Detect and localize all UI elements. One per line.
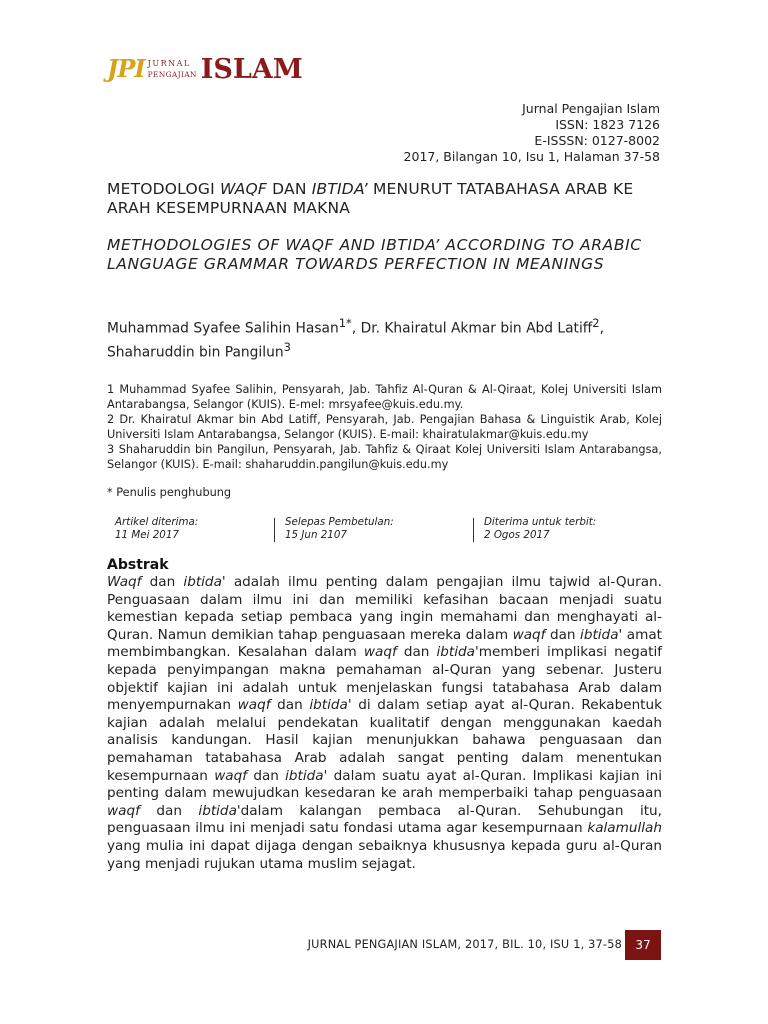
abstract-text: dan: [545, 626, 581, 643]
abstract-text: dan: [270, 697, 310, 714]
received-date: [115, 516, 198, 541]
abstract-text: dan: [396, 644, 437, 661]
affiliations: [107, 382, 662, 472]
abstract-text: dan: [141, 574, 184, 590]
issn: ISSN: 1823 7126: [555, 117, 660, 132]
accepted-label: Diterima untuk terbit:: [484, 516, 597, 528]
logo-mark: JPI: [107, 54, 145, 83]
running-footer: JURNAL PENGAJIAN ISLAM, 2017, BIL. 10, ISU 1, 37-58: [307, 938, 622, 951]
term-italic: ibtida': [309, 697, 352, 714]
author-3-sup: 3: [283, 339, 291, 354]
term-italic: waqf: [512, 626, 546, 643]
accepted-date: [484, 516, 596, 541]
term-italic: ibtida': [198, 802, 241, 819]
abstract-text: yang mulia ini dapat dijaga dengan sebaiknya khususnya kepada guru al-Quran yang menjadi rujukan utama muslim sejagat.: [107, 837, 662, 872]
corresponding-note: * Penulis penghubung: [107, 486, 232, 499]
term-italic: ibtida': [183, 574, 226, 590]
abstract-text: dan: [247, 767, 286, 784]
abstract-text: dalam kalangan pembaca al-Quran. Sehubungan itu, penguasaan ilmu ini menjadi satu fondasi utama agar kesempurnaan: [107, 802, 662, 837]
logo-small-text: [148, 60, 197, 79]
abstract-text: dan: [139, 802, 199, 819]
issue-info: 2017, Bilangan 10, Isu 1, Halaman 37-58: [403, 149, 660, 164]
revised-date: [285, 516, 394, 541]
date-divider: [274, 518, 275, 542]
abstract-body: [107, 574, 662, 873]
term-italic: waqf: [237, 697, 271, 714]
term-italic: waqf: [214, 767, 248, 784]
author-2: , Dr. Khairatul Akmar bin Abd Latiff: [351, 320, 593, 337]
author-1-sup: 1*: [338, 316, 352, 330]
journal-meta: [404, 101, 660, 165]
term-italic: waqf: [107, 802, 140, 819]
page-number: 37: [625, 930, 661, 960]
received-value: 11 Mei 2017: [115, 528, 179, 541]
term-italic: Waqf: [107, 574, 142, 590]
abstract-heading: Abstrak: [107, 557, 169, 573]
e-issn: E-ISSSN: 0127-8002: [534, 133, 660, 148]
term-italic: waqf: [363, 644, 397, 661]
term-italic: ibtida': [285, 767, 328, 784]
abstract-text: amat membimbangkan. Kesalahan dalam: [107, 626, 663, 661]
abstract-text: dalam suatu ayat al-Quran. Implikasi kajian ini penting dalam mewujudkan kesedaran ke arah memperbaiki tahap penguasaan: [107, 767, 662, 802]
journal-logo: [107, 52, 303, 86]
revised-value: 15 Jun 2107: [285, 528, 347, 541]
author-1: Muhammad Syafee Salihin Hasan: [107, 320, 339, 337]
title-ms-part: MENURUT TATABAHASA ARAB KE ARAH KESEMPURNAAN MAKNA: [107, 180, 634, 217]
abstract-text: di dalam setiap ayat al-Quran. Rekabentuk kajian adalah melalui pendekatan kualitatif dengan menggunakan kaedah analisis kandungan. Hasil kajian menunjukkan bahawa penguasaan dan pemahaman tatabahasa Arab adalah sangat penting dalam menentukan kesempurnaan: [107, 697, 663, 784]
author-2-sup: 2: [592, 316, 600, 330]
term-italic: ibtida': [580, 626, 623, 643]
term-italic: kalamullah: [587, 820, 662, 837]
affiliation-3: 3 Shaharuddin bin Pangilun, Pensyarah, Jab. Tahfiz & Qiraat Kolej Universiti Islam Antarabangsa, Selangor (KUIS). E-mail: shaharuddin.pangilun@kuis.edu.my: [107, 443, 662, 471]
title-ms-ibtida: IBTIDA’: [311, 180, 368, 198]
revised-label: Selepas Pembetulan:: [285, 516, 394, 528]
term-italic: ibtida': [436, 644, 479, 661]
author-list: [107, 314, 663, 361]
title-ms-waqf: WAQF: [219, 180, 268, 198]
affiliation-1: 1 Muhammad Syafee Salihin, Pensyarah, Jab. Tahfiz Al-Quran & Al-Qiraat, Kolej Universiti Islam Antarabangsa, Selangor (KUIS). E-mel: mrsyafee@kuis.edu.my.: [107, 383, 662, 411]
author-3: , Shaharuddin bin Pangilun: [107, 320, 605, 361]
date-divider: [473, 518, 474, 542]
logo-word-pengajian: PENGAJIAN: [147, 69, 197, 79]
abstract-text: memberi implikasi negatif kepada penyimpangan makna pemahaman al-Quran yang sebenar. Justeru objektif kajian ini adalah untuk menjelaskan fungsi tatabahasa Arab dalam menyempurnakan: [107, 644, 663, 714]
article-dates: [107, 516, 662, 542]
logo-word-jurnal: JURNAL: [147, 58, 191, 68]
title-english: METHODOLOGIES OF WAQF AND IBTIDA’ ACCORDING TO ARABIC LANGUAGE GRAMMAR TOWARDS PERFECTION IN MEANINGS: [107, 236, 642, 273]
accepted-value: 2 Ogos 2017: [484, 528, 550, 541]
affiliation-2: 2 Dr. Khairatul Akmar bin Abd Latiff, Pensyarah, Jab. Pengajian Bahasa & Linguistik Arab, Kolej Universiti Islam Antarabangsa, Selangor (KUIS). E-mail: khairatulakmar@kuis.edu.my: [107, 413, 662, 441]
journal-name: Jurnal Pengajian Islam: [522, 101, 660, 116]
received-label: Artikel diterima:: [115, 516, 199, 528]
logo-word-islam: ISLAM: [200, 53, 303, 85]
title-ms-part: METODOLOGI: [107, 180, 220, 198]
abstract-text: adalah ilmu penting dalam pengajian ilmu tajwid al-Quran. Penguasaan dalam ilmu ini dan memiliki kefasihan bacaan menjadi suatu kemestian kepada setiap pembaca yang ingin memahami dan menghayati al-Quran. Namun demikian tahap penguasaan mereka dalam: [107, 574, 662, 643]
title-ms-part: DAN: [267, 180, 312, 198]
title-malay: [107, 180, 662, 218]
